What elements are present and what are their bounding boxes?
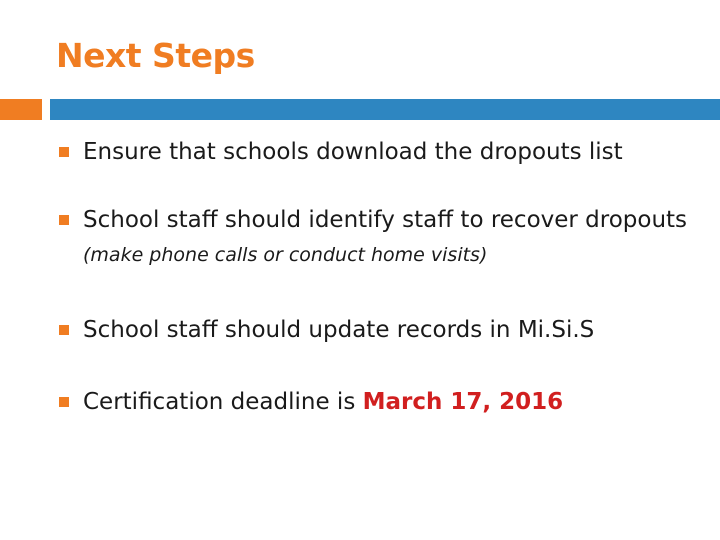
bullet-text: School staff should identify staff to recover dropouts (83, 207, 688, 233)
list-item (56, 203, 696, 272)
square-bullet-icon (59, 325, 69, 335)
square-bullet-icon (59, 147, 69, 157)
square-bullet-icon (59, 397, 69, 407)
bullet-text: Certification deadline is (83, 389, 363, 415)
deadline-date: March 17, 2016 (362, 389, 564, 415)
list-item (56, 385, 696, 419)
bullet-note: (make phone calls or conduct home visits) (83, 244, 488, 266)
list-item (56, 313, 696, 347)
bullet-text: School staff should update records in Mi.Si.S (83, 317, 595, 343)
square-bullet-icon (59, 215, 69, 225)
accent-bar-blue (50, 99, 720, 120)
slide-title: Next Steps (56, 36, 255, 75)
list-item (56, 135, 696, 169)
bullet-list (56, 135, 696, 419)
bullet-text: Ensure that schools download the dropouts list (83, 139, 623, 165)
accent-bar-orange (0, 99, 42, 120)
